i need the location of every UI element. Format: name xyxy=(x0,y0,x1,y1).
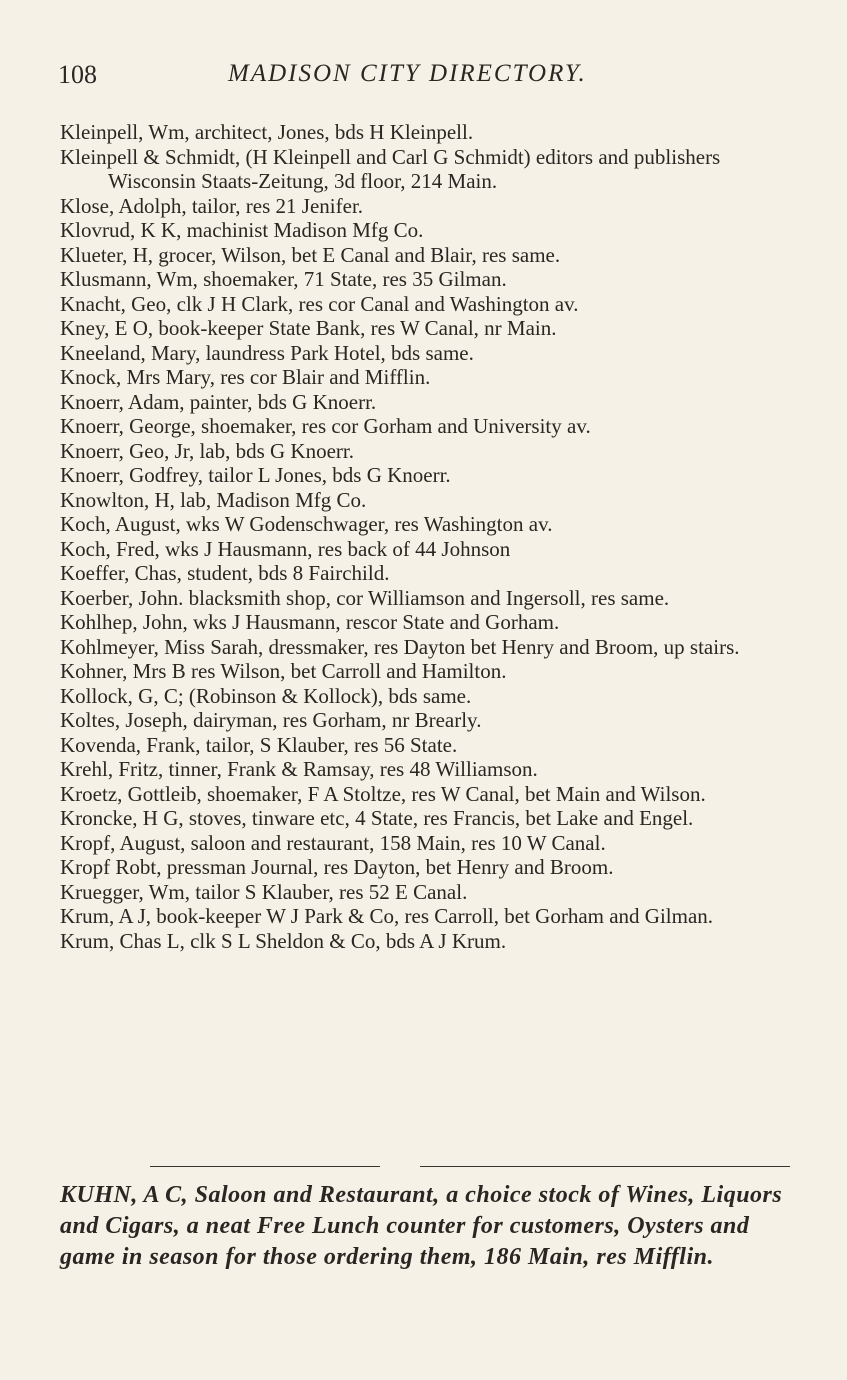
directory-entry: Kohner, Mrs B res Wilson, bet Carroll and Hamilton. xyxy=(60,659,507,683)
directory-entry: Kropf Robt, pressman Journal, res Dayton, bet Henry and Broom. xyxy=(60,855,614,879)
section-divider-left xyxy=(150,1166,380,1167)
directory-entry: Krehl, Fritz, tinner, Frank & Ramsay, res 48 Williamson. xyxy=(60,757,538,781)
advertisement: KUHN, A C, Saloon and Restaurant, a choice stock of Wines, Liquors and Cigars, a neat Free Lunch counter for customers, Oysters and game in season for those ordering them, 186 Main, res Mifflin. xyxy=(60,1182,783,1270)
directory-entry: Knock, Mrs Mary, res cor Blair and Mifflin. xyxy=(60,365,431,389)
directory-entry: Knacht, Geo, clk J H Clark, res cor Canal and Washington av. xyxy=(60,291,579,316)
directory-entry: Klovrud, K K, machinist Madison Mfg Co. xyxy=(60,218,424,242)
directory-entry: Knoerr, Geo, Jr, lab, bds G Knoerr. xyxy=(60,438,354,463)
directory-entry: Koeffer, Chas, student, bds 8 Fairchild. xyxy=(60,561,390,585)
directory-entry: Koch, Fred, wks J Hausmann, res back of 44 Johnson xyxy=(60,536,511,561)
directory-entry: Koerber, John. blacksmith shop, cor Williamson and Ingersoll, res same. xyxy=(60,585,670,610)
directory-entry: Knoerr, George, shoemaker, res cor Gorham and University av. xyxy=(60,414,591,438)
directory-entry: Krum, A J, book-keeper W J Park & Co, res Carroll, bet Gorham and Gilman. xyxy=(60,904,714,928)
directory-entry: Kneeland, Mary, laundress Park Hotel, bds same. xyxy=(60,340,474,365)
directory-entries xyxy=(60,120,785,953)
directory-entry: Koltes, Joseph, dairyman, res Gorham, nr Brearly. xyxy=(60,708,482,732)
directory-entry: Knoerr, Adam, painter, bds G Knoerr. xyxy=(60,389,377,414)
page-number: 108 xyxy=(58,60,97,89)
directory-entry: Klusmann, Wm, shoemaker, 71 State, res 35 Gilman. xyxy=(60,267,507,291)
directory-entry: Kruegger, Wm, tailor S Klauber, res 52 E Canal. xyxy=(60,879,468,904)
running-head: MADISON CITY DIRECTORY. xyxy=(228,60,587,87)
directory-entry: Kney, E O, book-keeper State Bank, res W Canal, nr Main. xyxy=(60,316,557,340)
directory-entry: Klose, Adolph, tailor, res 21 Jenifer. xyxy=(60,193,364,218)
directory-entry: Kovenda, Frank, tailor, S Klauber, res 56 State. xyxy=(60,732,458,757)
directory-entry: Krum, Chas L, clk S L Sheldon & Co, bds A J Krum. xyxy=(60,928,507,953)
directory-entry: Kropf, August, saloon and restaurant, 158 Main, res 10 W Canal. xyxy=(60,830,606,855)
page-header xyxy=(58,60,798,100)
directory-entry: Kollock, G, C; (Robinson & Kollock), bds same. xyxy=(60,683,472,708)
directory-entry: Knowlton, H, lab, Madison Mfg Co. xyxy=(60,487,367,512)
directory-entry: Kleinpell & Schmidt, (H Kleinpell and Carl G Schmidt) editors and publishers Wisconsin Staats-Zeitung, 3d floor, 214 Main. xyxy=(60,144,721,193)
directory-entry: Kleinpell, Wm, architect, Jones, bds H Kleinpell. xyxy=(60,120,474,144)
directory-entry: Kohlhep, John, wks J Hausmann, rescor State and Gorham. xyxy=(60,610,560,634)
directory-entry: Knoerr, Godfrey, tailor L Jones, bds G Knoerr. xyxy=(60,463,451,487)
directory-entry: Kroncke, H G, stoves, tinware etc, 4 State, res Francis, bet Lake and Engel. xyxy=(60,806,694,830)
directory-entry: Kohlmeyer, Miss Sarah, dressmaker, res Dayton bet Henry and Broom, up stairs. xyxy=(60,634,740,659)
directory-entry: Koch, August, wks W Godenschwager, res Washington av. xyxy=(60,512,553,536)
directory-entry: Kroetz, Gottleib, shoemaker, F A Stoltze, res W Canal, bet Main and Wilson. xyxy=(60,781,706,806)
directory-entry: Klueter, H, grocer, Wilson, bet E Canal and Blair, res same. xyxy=(60,242,561,267)
section-divider-right xyxy=(420,1166,790,1167)
